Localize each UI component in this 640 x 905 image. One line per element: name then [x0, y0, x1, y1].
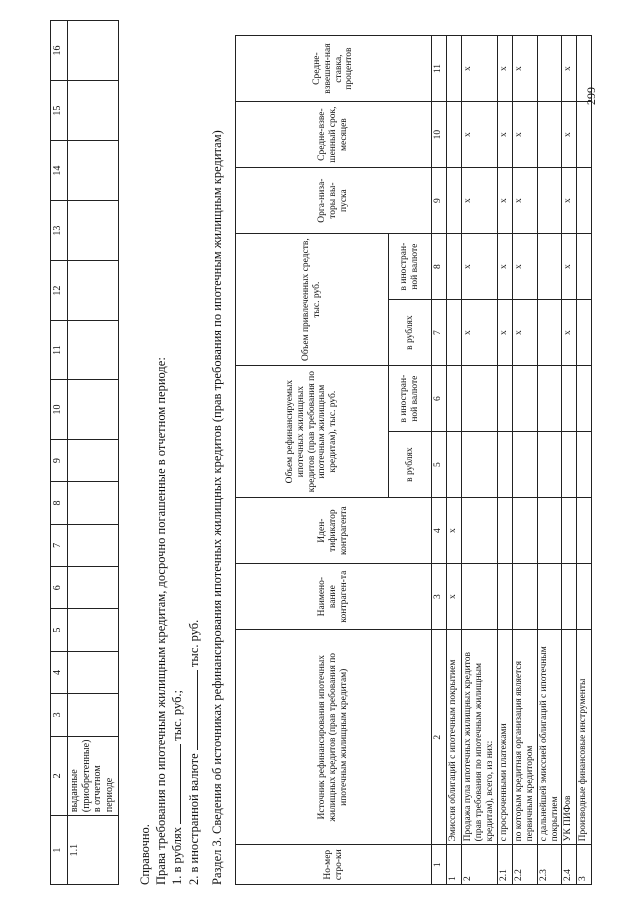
column-number: 7	[51, 524, 68, 566]
row-code: 1.1	[68, 816, 119, 885]
row-label: выданные (приобретенные) в отчетном периоде	[68, 736, 119, 816]
rub-blank	[169, 744, 181, 824]
column-number: 2	[51, 736, 68, 816]
rub-line	[169, 357, 186, 885]
table-cell: x	[512, 102, 537, 168]
row-label: с просроченными платежами	[497, 630, 512, 845]
header-row	[236, 36, 389, 885]
table-cell	[537, 498, 562, 564]
table-cell	[537, 36, 562, 102]
table-cell: x	[497, 36, 512, 102]
column-number-row	[432, 36, 447, 885]
table-row	[68, 21, 119, 885]
fx-unit: тыс. руб.	[186, 619, 201, 668]
fx-line	[186, 357, 203, 885]
column-number: 9	[51, 439, 68, 481]
header-avg-rate: Средне-взвешен-ная ставка, процентов	[236, 36, 432, 102]
table-cell	[537, 564, 562, 630]
table-cell	[462, 564, 498, 630]
row-label: с дальнейшей эмиссией облигаций с ипотечным покрытием	[537, 630, 562, 845]
table-cell	[562, 498, 577, 564]
table-cell	[577, 300, 592, 366]
header-counterparty-name: Наимено-вание контраген-та	[236, 564, 432, 630]
column-number: 5	[432, 432, 447, 498]
table-row	[537, 36, 562, 885]
section-title: Раздел 3. Сведения об источниках рефинансирования ипотечных жилищных кредитов (прав требования по ипотечным жилищным кредитам)	[210, 130, 224, 885]
column-number: 2	[432, 630, 447, 845]
table-cell	[447, 36, 462, 102]
table-cell: x	[562, 168, 577, 234]
column-number: 7	[432, 300, 447, 366]
table-cell	[577, 366, 592, 432]
subheader-attracted-rub: в рублях	[389, 300, 432, 366]
column-number: 3	[432, 564, 447, 630]
subheader-refinanced-rub: в рублях	[389, 432, 432, 498]
column-number: 11	[51, 321, 68, 380]
table-cell: x	[497, 168, 512, 234]
table-cell: x	[562, 102, 577, 168]
row-number: 2.2	[512, 845, 537, 885]
table-cell	[497, 366, 512, 432]
rub-unit: тыс. руб.;	[170, 689, 185, 741]
header-source: Источник рефинансирования ипотечных жилищных кредитов (прав требования по ипотечным жилищным кредитам)	[236, 630, 432, 845]
table-cell: x	[462, 102, 498, 168]
table-cell	[512, 564, 537, 630]
row-label: по которым кредитная организация является первичным кредитором	[512, 630, 537, 845]
row-number: 2.3	[537, 845, 562, 885]
column-number: 5	[51, 609, 68, 651]
reference-block	[138, 357, 203, 885]
table-cell	[497, 498, 512, 564]
table-cell	[447, 168, 462, 234]
column-number: 10	[51, 379, 68, 439]
table-cell	[577, 432, 592, 498]
header-attracted-volume: Объем привлеченных средств, тыс. руб.	[236, 234, 389, 366]
row-label: Продажа пула ипотечных жилищных кредитов (прав требования по ипотечным жилищным кредитам), всего, из них:	[462, 630, 498, 845]
table-cell	[462, 432, 498, 498]
column-number: 8	[51, 482, 68, 524]
table-row	[562, 36, 577, 885]
table-cell	[447, 300, 462, 366]
table-row	[512, 36, 537, 885]
table-row	[447, 36, 462, 885]
table-cell	[512, 498, 537, 564]
row-number: 1	[447, 845, 462, 885]
column-number: 6	[51, 567, 68, 609]
row-number: 3	[577, 845, 592, 885]
table-cell: x	[512, 300, 537, 366]
table-cell	[577, 234, 592, 300]
fx-blank	[186, 670, 198, 750]
table-cell	[512, 366, 537, 432]
column-number: 4	[51, 651, 68, 693]
row-label: УК ПИФов	[562, 630, 577, 845]
table-cell: x	[562, 36, 577, 102]
table-cell	[497, 432, 512, 498]
table-cell	[537, 432, 562, 498]
refinancing-sources-table	[235, 35, 592, 885]
column-number: 1	[51, 816, 68, 885]
column-number: 4	[432, 498, 447, 564]
table-cell	[447, 234, 462, 300]
column-number: 8	[432, 234, 447, 300]
column-number: 3	[51, 694, 68, 736]
table-cell	[577, 564, 592, 630]
table-cell: x	[462, 168, 498, 234]
reference-line: Права требования по ипотечным жилищным кредитам, досрочно погашенные в отчетном периоде:	[153, 357, 168, 885]
table-cell: x	[562, 300, 577, 366]
row-label: Производные финансовые инструменты	[577, 630, 592, 845]
table-cell	[562, 432, 577, 498]
column-number: 15	[51, 81, 68, 141]
row-number: 2.4	[562, 845, 577, 885]
table-cell	[537, 366, 562, 432]
column-number: 6	[432, 366, 447, 432]
table-cell	[512, 432, 537, 498]
table-cell	[577, 168, 592, 234]
header-counterparty-id: Иден-тификатор контрагента	[236, 498, 432, 564]
header-avg-term: Средне-взве-шенный срок, месяцев	[236, 102, 432, 168]
table-cell	[537, 300, 562, 366]
column-number: 10	[432, 102, 447, 168]
reference-title: Справочно.	[138, 824, 152, 885]
table-cell: x	[497, 102, 512, 168]
table-cell	[562, 564, 577, 630]
table-cell	[577, 102, 592, 168]
column-number: 16	[51, 21, 68, 81]
table-row	[497, 36, 512, 885]
column-number: 12	[51, 261, 68, 321]
continued-table	[50, 20, 119, 885]
subheader-attracted-fx: в иностран-ной валюте	[389, 234, 432, 300]
rub-label: 1. в рублях	[170, 827, 185, 885]
rotated-page-content	[50, 20, 600, 885]
header-refinanced-volume: Объем рефинансируемых ипотечных жилищных кредитов (прав требования по ипотечным жилищным кредитам), тыс. руб.	[236, 366, 389, 498]
table-cell	[447, 102, 462, 168]
page-number: 299	[584, 87, 598, 105]
table-cell: x	[512, 36, 537, 102]
table-cell: x	[512, 234, 537, 300]
column-number: 14	[51, 141, 68, 201]
table-cell	[447, 366, 462, 432]
table-cell	[537, 102, 562, 168]
row-label: Эмиссия облигаций с ипотечным покрытием	[447, 630, 462, 845]
column-number: 9	[432, 168, 447, 234]
subheader-refinanced-fx: в иностран-ной валюте	[389, 366, 432, 432]
fx-label: 2. в иностранной валюте	[186, 753, 201, 885]
table-cell	[462, 366, 498, 432]
table-cell	[562, 366, 577, 432]
table-cell: x	[447, 564, 462, 630]
column-number-row	[51, 21, 68, 885]
header-row-number: Но-мер стро-ки	[236, 845, 432, 885]
table-cell	[537, 234, 562, 300]
table-cell	[462, 498, 498, 564]
table-cell: x	[497, 300, 512, 366]
row-number: 2	[462, 845, 498, 885]
table-cell	[577, 498, 592, 564]
header-organizers: Орга-низа-торы вы-пуска	[236, 168, 432, 234]
table-cell: x	[462, 234, 498, 300]
column-number: 1	[432, 845, 447, 885]
table-cell	[447, 432, 462, 498]
column-number: 13	[51, 201, 68, 261]
row-number: 2.1	[497, 845, 512, 885]
table-cell: x	[512, 168, 537, 234]
table-cell	[497, 564, 512, 630]
table-cell: x	[497, 234, 512, 300]
table-cell: x	[462, 36, 498, 102]
table-row	[462, 36, 498, 885]
column-number: 11	[432, 36, 447, 102]
table-cell: x	[447, 498, 462, 564]
table-cell	[537, 168, 562, 234]
table-cell: x	[462, 300, 498, 366]
table-cell: x	[562, 234, 577, 300]
table-row	[577, 36, 592, 885]
